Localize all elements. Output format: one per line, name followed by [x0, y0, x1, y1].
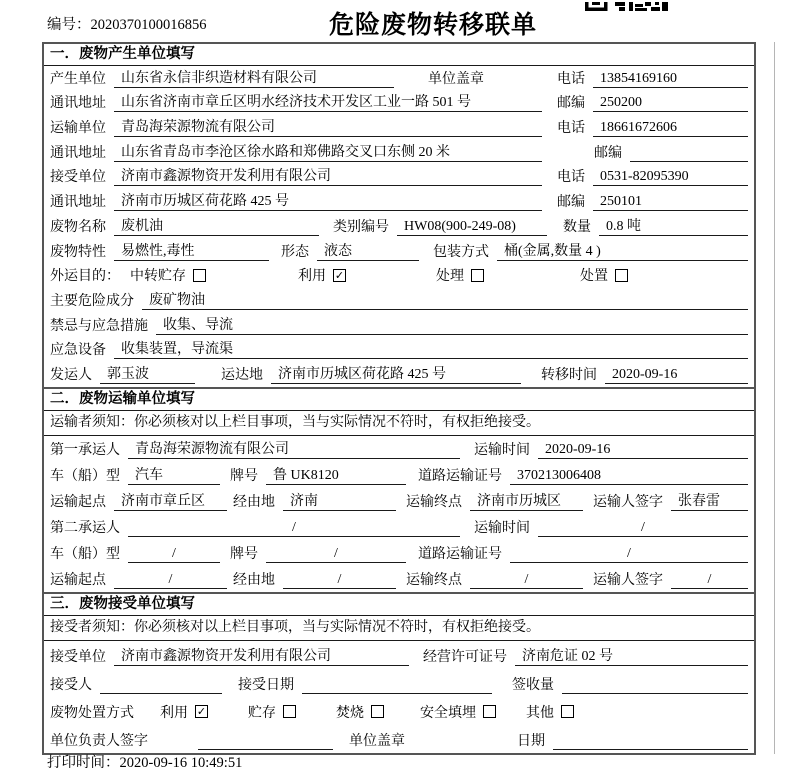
receiver-address-value: 济南市历城区荷花路 425 号 — [121, 194, 289, 210]
form-row — [44, 189, 754, 214]
field-label: 牌号 — [230, 546, 258, 562]
transporter-signature-2-value: / — [707, 571, 712, 587]
field-label: 接受单位 — [50, 649, 106, 665]
field-label: 邮编 — [557, 195, 585, 211]
field-label: 道路运输证号 — [418, 546, 502, 562]
checkbox-label: 贮存 — [248, 705, 276, 721]
form-row — [44, 436, 754, 462]
second-carrier-field — [128, 520, 460, 537]
packing-method-field — [497, 244, 748, 261]
receiver-postcode-field — [593, 194, 748, 211]
form-row — [44, 566, 754, 592]
transporter-postcode-field — [630, 145, 748, 162]
checkbox-label: 焚烧 — [336, 705, 364, 721]
form-row — [44, 66, 754, 91]
form-row — [44, 165, 754, 190]
page-title: 危险废物转移联单 — [329, 12, 538, 39]
waste-category-code-field — [397, 219, 547, 236]
field-label: 运输时间 — [474, 520, 530, 536]
field-label: 运输人签字 — [593, 494, 663, 510]
field-label: 通讯地址 — [50, 96, 106, 112]
main-hazardous-component-field — [142, 293, 748, 310]
transfer-date-value: 2020-09-16 — [612, 366, 678, 382]
field-label: 运输时间 — [474, 442, 530, 458]
form-row — [44, 115, 754, 140]
transporter-signature-1-field — [671, 494, 748, 511]
producer-phone-value: 13854169160 — [600, 70, 677, 86]
emergency-equipment-field — [114, 342, 748, 359]
section-header-receiver: 三．废物接受单位填写 — [44, 594, 754, 616]
producer-phone-field — [593, 71, 748, 88]
manifest-form-table — [42, 42, 756, 755]
receiver-postcode-value: 250101 — [600, 194, 642, 210]
section-notice-transporter: 运输者须知：你必须核对以上栏目事项，当与实际情况不符时，有权拒绝接受。 — [44, 411, 754, 436]
unit-responsible-signature-field — [198, 733, 333, 750]
form-row — [44, 462, 754, 488]
section-transporter — [44, 387, 754, 592]
form-row — [44, 488, 754, 514]
transfer-date-field — [605, 367, 748, 384]
field-label: 外运目的： — [50, 269, 120, 285]
field-label: 类别编号 — [333, 219, 389, 235]
business-license-number-field — [515, 649, 748, 666]
print-time — [47, 751, 242, 768]
field-label: 包装方式 — [433, 244, 489, 260]
field-label: 经营许可证号 — [423, 649, 507, 665]
field-label: 运输终点 — [406, 572, 462, 588]
field-label: 产生单位 — [50, 71, 106, 87]
disposal-storage-checkbox-icon — [283, 705, 296, 718]
page-edge-line — [774, 42, 775, 754]
main-hazardous-component-value: 废矿物油 — [149, 292, 205, 308]
transporter-address-field — [114, 145, 542, 162]
transfer-storage-checkbox-icon — [193, 269, 206, 282]
transport-time-2-value: / — [641, 519, 645, 535]
field-label: 签收量 — [512, 677, 554, 693]
signed-quantity-field — [562, 677, 748, 694]
disposal-utilize-option — [160, 702, 208, 722]
transport-origin-2-value: / — [168, 571, 173, 587]
road-transport-permit-2-value: / — [627, 545, 631, 561]
producer-address-field — [114, 95, 542, 112]
business-license-number-value: 济南危证 02 号 — [522, 648, 613, 664]
transporter-signature-2-field — [671, 572, 748, 589]
via-place-2-value: / — [337, 571, 342, 587]
transporter-signature-1-value: 张春雷 — [678, 493, 720, 509]
field-label: 电话 — [557, 121, 585, 137]
vehicle-type-2-value: / — [172, 545, 176, 561]
transporter-phone-value: 18661672606 — [600, 120, 677, 136]
waste-quantity-value: 0.8 吨 — [606, 218, 641, 234]
field-label: 经由地 — [233, 494, 275, 510]
producer-postcode-field — [593, 95, 748, 112]
checkbox-label: 安全填埋 — [420, 705, 476, 721]
road-transport-permit-1-field — [510, 468, 748, 485]
treat-option — [436, 265, 484, 285]
transport-end-2-value: / — [524, 571, 529, 587]
disposal-other-option — [526, 702, 574, 722]
field-label: 运输起点 — [50, 494, 106, 510]
utilize-checkbox-icon: ✓ — [334, 268, 345, 282]
checkbox-label: 利用 — [160, 705, 188, 721]
field-label: 运输人签字 — [593, 572, 663, 588]
checkbox-label: 利用 — [298, 269, 326, 285]
section-header-producer: 一．废物产生单位填写 — [44, 44, 754, 66]
field-label: 废物名称 — [50, 219, 106, 235]
field-label: 废物处置方式 — [50, 705, 134, 721]
receive-sign-date-field — [553, 733, 748, 750]
document-number — [47, 13, 207, 34]
form-row — [44, 91, 754, 116]
form-row — [44, 288, 754, 313]
transport-time-1-value: 2020-09-16 — [545, 441, 611, 457]
via-place-1-value: 济南 — [290, 493, 318, 509]
transfer-storage-option — [130, 265, 206, 285]
form-row — [44, 514, 754, 540]
utilize-option — [298, 265, 346, 285]
waste-name-value: 废机油 — [121, 218, 163, 234]
form-row — [44, 641, 754, 669]
producer-address-value: 山东省济南市章丘区明水经济技术开发区工业一路 501 号 — [121, 95, 471, 111]
transport-end-2-field — [470, 572, 583, 589]
form-row — [44, 669, 754, 697]
print-time-value: 2020-09-16 10:49:51 — [119, 755, 243, 768]
field-label: 废物特性 — [50, 244, 106, 260]
transporter-address-value: 山东省青岛市李沧区徐水路和郑佛路交叉口东侧 20 米 — [121, 144, 450, 160]
producer-unit-value: 山东省永信非织造材料有限公司 — [121, 70, 317, 86]
field-label: 电话 — [557, 71, 585, 87]
field-label: 车（船）型 — [50, 468, 120, 484]
receiver-address-field — [114, 194, 542, 211]
disposal-landfill-option — [420, 702, 496, 722]
stamp-note: 单位盖章 — [428, 71, 484, 87]
disposal-utilize-checkbox-icon: ✓ — [196, 705, 207, 719]
dispose-checkbox-icon — [615, 269, 628, 282]
section-notice-receiver: 接受者须知：你必须核对以上栏目事项，当与实际情况不符时，有权拒绝接受。 — [44, 616, 754, 641]
qr-code-icon — [585, 0, 669, 16]
form-row — [44, 540, 754, 566]
waste-characteristics-value: 易燃性,毒性 — [121, 243, 195, 259]
field-label: 第二承运人 — [50, 520, 120, 536]
form-row — [44, 264, 754, 289]
field-label: 日期 — [517, 733, 545, 749]
form-row — [44, 313, 754, 338]
form-row — [44, 214, 754, 239]
field-label: 牌号 — [230, 468, 258, 484]
field-label: 车（船）型 — [50, 546, 120, 562]
road-transport-permit-1-value: 370213006408 — [517, 467, 601, 483]
field-label: 形态 — [281, 244, 309, 260]
transport-origin-1-value: 济南市章丘区 — [121, 493, 205, 509]
waste-category-code-value: HW08(900-249-08) — [404, 218, 516, 234]
transporter-phone-field — [593, 120, 748, 137]
field-label: 运达地 — [221, 367, 263, 383]
consignor-field — [100, 367, 195, 384]
waste-name-field — [114, 219, 319, 236]
receiver-phone-field — [593, 169, 748, 186]
transporter-unit-value: 青岛海荣源物流有限公司 — [121, 120, 275, 136]
destination-field — [271, 367, 521, 384]
form-row — [44, 239, 754, 264]
transport-origin-1-field — [114, 494, 227, 511]
field-label: 转移时间 — [541, 367, 597, 383]
field-label: 应急设备 — [50, 343, 106, 359]
producer-unit-field — [114, 71, 394, 88]
field-label: 数量 — [563, 219, 591, 235]
receiver-unit-field — [114, 169, 542, 186]
transport-end-1-value: 济南市历城区 — [477, 493, 561, 509]
field-label: 电话 — [557, 170, 585, 186]
vehicle-type-2-field — [128, 546, 220, 563]
disposal-landfill-checkbox-icon — [483, 705, 496, 718]
field-label: 禁忌与应急措施 — [50, 318, 148, 334]
receiver-unit-value: 济南市鑫源物资开发利用有限公司 — [121, 169, 331, 185]
document-number-label: 编号： — [47, 17, 91, 33]
plate-number-2-value: / — [334, 545, 338, 561]
treat-checkbox-icon — [471, 269, 484, 282]
field-label: 运输单位 — [50, 121, 106, 137]
receiver-phone-value: 0531-82095390 — [600, 169, 689, 185]
transport-time-1-field — [538, 442, 748, 459]
form-row — [44, 697, 754, 725]
section-header-transporter: 二．废物运输单位填写 — [44, 389, 754, 411]
disposal-other-checkbox-icon — [561, 705, 574, 718]
destination-value: 济南市历城区荷花路 425 号 — [278, 366, 446, 382]
form-row — [44, 362, 754, 387]
form-row — [44, 725, 754, 753]
plate-number-1-field — [266, 468, 406, 485]
field-label: 运输起点 — [50, 572, 106, 588]
section-producer — [44, 44, 754, 387]
disposal-storage-option — [248, 702, 296, 722]
checkbox-label: 处置 — [580, 269, 608, 285]
print-time-label: 打印时间： — [47, 755, 120, 768]
field-label: 运输终点 — [406, 494, 462, 510]
field-label: 邮编 — [557, 96, 585, 112]
field-label: 接受人 — [50, 677, 92, 693]
checkbox-label: 其他 — [526, 705, 554, 721]
contraindication-emergency-measures-field — [156, 318, 748, 335]
waste-quantity-field — [599, 219, 748, 236]
first-carrier-value: 青岛海荣源物流有限公司 — [135, 441, 289, 457]
field-label: 接受单位 — [50, 170, 106, 186]
plate-number-2-field — [266, 546, 406, 563]
via-place-1-field — [283, 494, 396, 511]
plate-number-1-value: 鲁 UK8120 — [273, 467, 339, 483]
waste-characteristics-field — [114, 244, 269, 261]
transport-time-2-field — [538, 520, 748, 537]
road-transport-permit-2-field — [510, 546, 748, 563]
unit-stamp-note: 单位盖章 — [349, 733, 405, 749]
form-row — [44, 338, 754, 363]
dispose-option — [580, 265, 628, 285]
transporter-unit-field — [114, 120, 542, 137]
field-label: 单位负责人签字 — [50, 733, 148, 749]
second-carrier-value: / — [292, 519, 296, 535]
field-label: 邮编 — [594, 145, 622, 161]
field-label: 接受日期 — [238, 677, 294, 693]
waste-form-field — [317, 244, 419, 261]
transport-end-1-field — [470, 494, 583, 511]
receiving-unit-field — [114, 649, 409, 666]
vehicle-type-1-field — [128, 468, 220, 485]
waste-form-value: 液态 — [324, 243, 352, 259]
form-row — [44, 140, 754, 165]
receiver-person-field — [100, 677, 222, 694]
field-label: 通讯地址 — [50, 145, 106, 161]
field-label: 主要危险成分 — [50, 293, 134, 309]
emergency-equipment-value: 收集装置，导流渠 — [121, 342, 233, 358]
disposal-incinerate-checkbox-icon — [371, 705, 384, 718]
field-label: 通讯地址 — [50, 195, 106, 211]
receiving-unit-value: 济南市鑫源物资开发利用有限公司 — [121, 648, 331, 664]
packing-method-value: 桶(金属,数量 4 ) — [504, 243, 601, 259]
checkbox-label: 中转贮存 — [130, 269, 186, 285]
checkbox-label: 处理 — [436, 269, 464, 285]
field-label: 发运人 — [50, 367, 92, 383]
field-label: 经由地 — [233, 572, 275, 588]
contraindication-emergency-measures-value: 收集、导流 — [163, 317, 233, 333]
receive-date-field — [302, 677, 492, 694]
section-receiver — [44, 592, 754, 753]
field-label: 道路运输证号 — [418, 468, 502, 484]
vehicle-type-1-value: 汽车 — [135, 467, 163, 483]
producer-postcode-value: 250200 — [600, 95, 642, 111]
document-number-value: 2020370100016856 — [90, 17, 207, 33]
consignor-value: 郭玉波 — [107, 366, 149, 382]
via-place-2-field — [283, 572, 396, 589]
disposal-incinerate-option — [336, 702, 384, 722]
field-label: 第一承运人 — [50, 442, 120, 458]
transport-origin-2-field — [114, 572, 227, 589]
first-carrier-field — [128, 442, 460, 459]
